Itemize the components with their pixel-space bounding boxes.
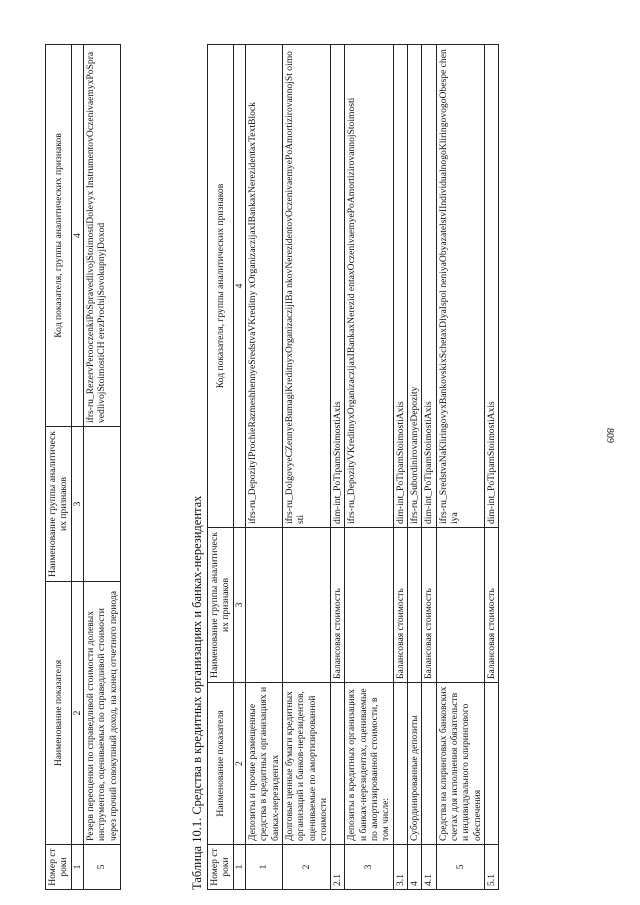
- indicator-name: Депозиты в кредитных организациях и банках-нерезидентах, оцениваемые по амортизированной стоимости, в том числе:: [345, 683, 393, 845]
- table-row: [422, 45, 436, 890]
- table-10-1: [207, 44, 499, 890]
- column-index: 4: [71, 45, 83, 427]
- table-row: [408, 45, 422, 890]
- header-indicator-name: Наименование показателя: [46, 582, 72, 845]
- table-row: [436, 45, 484, 890]
- group-name: [345, 528, 393, 683]
- header-indicator-name: Наименование показателя: [208, 683, 234, 845]
- header-row-number: Номер строки: [208, 845, 234, 890]
- group-name: Балансовая стоимость: [331, 528, 345, 683]
- indicator-code: ifrs-ru_DolgovyeCZennyeBumagiKreditnyxOrganizaczijIBa nkovNerezidentovOczenivaemyePoAmortizirovannojSt oimosti: [282, 45, 330, 528]
- column-index: 3: [233, 528, 245, 683]
- indicator-name: Депозиты и прочие размещенные средства в кредитных организациях и банках-нерезидентах: [245, 683, 282, 845]
- column-index: 1: [71, 845, 83, 890]
- table-row: [345, 45, 393, 890]
- indicator-name: Долговые ценные бумаги кредитных организаций и банков-нерезидентов, оцениваемые по амортизированной стоимости: [282, 683, 330, 845]
- row-number: 3: [345, 845, 393, 890]
- group-name: [245, 528, 282, 683]
- row-number: 1: [245, 845, 282, 890]
- indicator-code: ifrs-ru_DepozityVKreditnyxOrganizaczijaxIBankaxNerezid entaxOczenivaemyePoAmortizirovannojStoimosti: [345, 45, 393, 528]
- table-header-row: [46, 45, 72, 890]
- indicator-name: [393, 683, 407, 845]
- table-row: [331, 45, 345, 890]
- row-number: 4: [408, 845, 422, 890]
- table-row: [83, 45, 120, 890]
- indicator-name: [422, 683, 436, 845]
- column-index-row: [71, 45, 83, 890]
- group-name: [282, 528, 330, 683]
- column-index: 2: [71, 582, 83, 845]
- group-name: [436, 528, 484, 683]
- table-caption: Таблица 10.1. Средства в кредитных организациях и банках-нерезидентах: [190, 495, 204, 890]
- header-code: Код показателя, группы аналитических признаков: [46, 45, 72, 427]
- indicator-name: Резерв переоценки по справедливой стоимости долевых инструментов, оцениваемых по справедливой стоимости через прочий совокупный доход, на конец отчетного периода: [83, 582, 120, 845]
- table-row: [393, 45, 407, 890]
- header-row-number: Номер строки: [46, 845, 72, 890]
- group-name: [408, 528, 422, 683]
- row-number: 3.1: [393, 845, 407, 890]
- row-number: 2: [282, 845, 330, 890]
- table-header-row: [208, 45, 234, 890]
- continued-table: [45, 44, 121, 890]
- column-index: 4: [233, 45, 245, 528]
- column-index: 3: [71, 427, 83, 582]
- indicator-code: dim-int_PoTipamStoimostiAxis: [331, 45, 345, 528]
- group-name: [83, 427, 120, 582]
- indicator-code: ifrs-ru_SubordinirovannyeDepozity: [408, 45, 422, 528]
- row-number: 5.1: [484, 845, 498, 890]
- indicator-code: ifrs-ru_SredstvaNaKliringovyxBankovskixSchetaxDlyaIspol neniyaObyazatelstvIIndividualnogoKliringovogoObespe cheniya: [436, 45, 484, 528]
- rotated-page-content: [45, 45, 605, 890]
- group-name: Балансовая стоимость: [484, 528, 498, 683]
- row-number: 5: [436, 845, 484, 890]
- row-number: 2.1: [331, 845, 345, 890]
- column-index-row: [233, 45, 245, 890]
- table-row: [245, 45, 282, 890]
- group-name: Балансовая стоимость: [422, 528, 436, 683]
- group-name: Балансовая стоимость: [393, 528, 407, 683]
- header-group-name: Наименование группы аналитических признаков: [46, 427, 72, 582]
- indicator-name: [331, 683, 345, 845]
- column-index: 1: [233, 845, 245, 890]
- row-number: 4.1: [422, 845, 436, 890]
- indicator-code: dim-int_PoTipamStoimostiAxis: [484, 45, 498, 528]
- column-index: 2: [233, 683, 245, 845]
- page-number: 809: [604, 428, 615, 443]
- indicator-name: Средства на клиринговых банковских счетах для исполнения обязательств и индивидуального клирингового обеспечения: [436, 683, 484, 845]
- indicator-name: [484, 683, 498, 845]
- table-row: [282, 45, 330, 890]
- indicator-name: Субординированные депозиты: [408, 683, 422, 845]
- row-number: 5: [83, 845, 120, 890]
- indicator-code: dim-int_PoTipamStoimostiAxis: [393, 45, 407, 528]
- indicator-code: ifrs-ru_RezervPerooczenkiPoSpravedlivojStoimostiDolevyx InstrumentovOczenivaemyxPoSpravedlivojStoimostiCH erezProchijSovokupnyjDoxod: [83, 45, 120, 427]
- indicator-code: dim-int_PoTipamStoimostiAxis: [422, 45, 436, 528]
- header-group-name: Наименование группы аналитических признаков: [208, 528, 234, 683]
- indicator-code: ifrs-ru_DepozityIProchieRazmeshhennyeSredstvaVKreditny xOrganizaczijaxIBankaxNerezidentaxTextBlock: [245, 45, 282, 528]
- header-code: Код показателя, группы аналитических признаков: [208, 45, 234, 528]
- table-row: [484, 45, 498, 890]
